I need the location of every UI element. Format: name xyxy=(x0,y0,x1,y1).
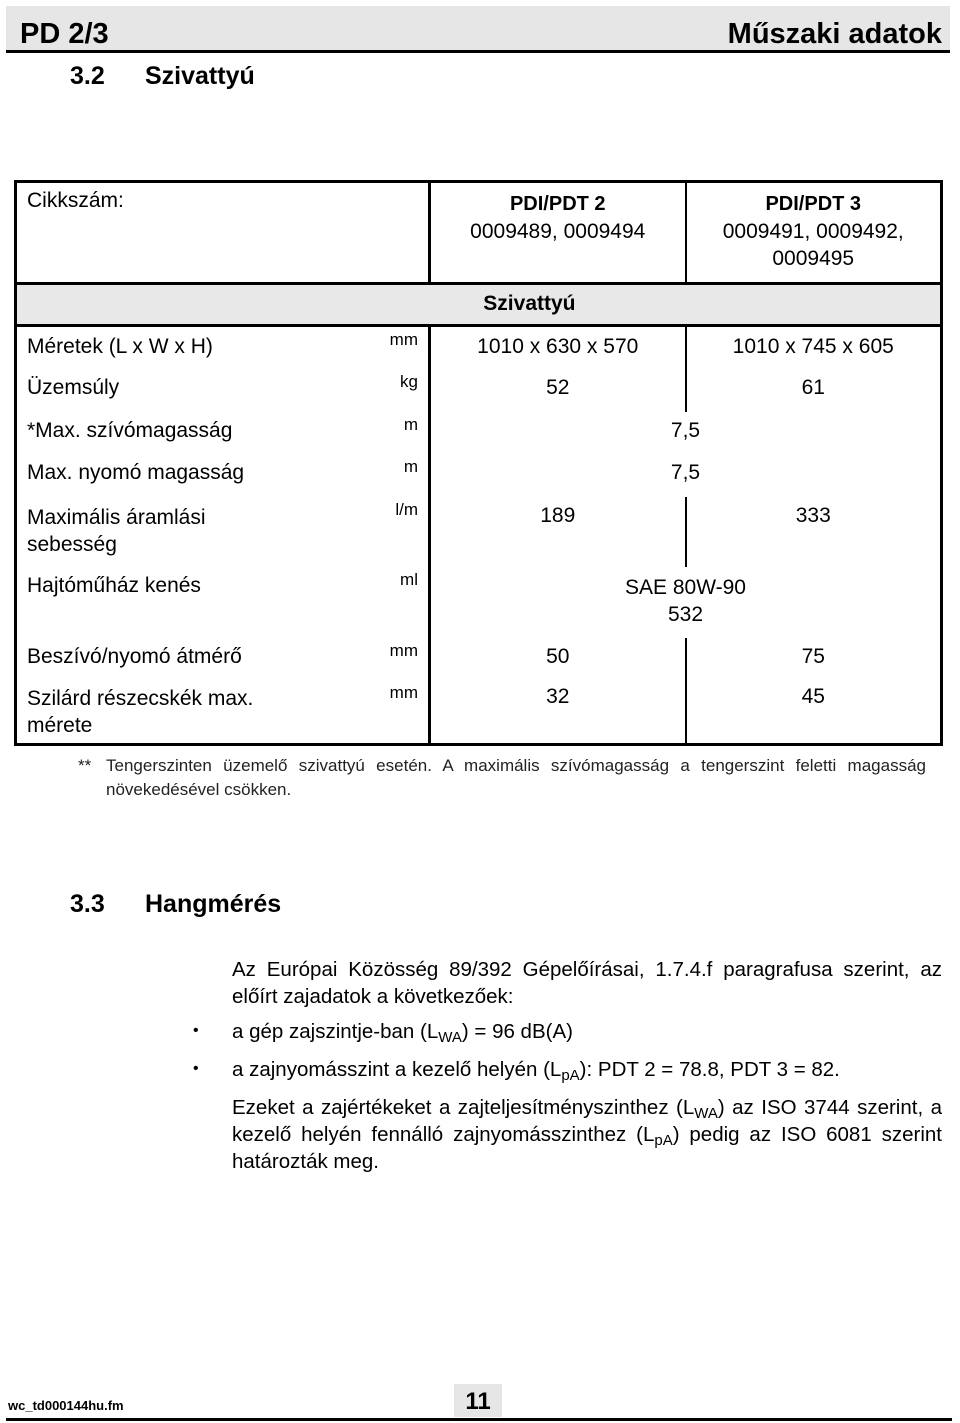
noise-bullet-1: a gép zajszintje-ban $(L_{WA}) = 96$ dB(A) xyxy=(232,1020,573,1046)
model-name: PDI/PDT 2 xyxy=(509,193,606,215)
row-value: 1010 x 745 x 605 xyxy=(686,326,942,369)
table-header-row xyxy=(16,182,942,284)
section-title: Szivattyú xyxy=(145,62,255,90)
row-value: 52 xyxy=(430,369,686,412)
row-value: 7,5 xyxy=(430,454,942,497)
row-unit: m xyxy=(403,414,418,434)
table-row xyxy=(16,454,942,497)
row-value: SAE 80W-90 532 xyxy=(430,567,942,638)
row-unit: l/m xyxy=(395,499,418,519)
section-3-2-title xyxy=(0,62,960,94)
row-unit: ml xyxy=(400,569,418,589)
noise-intro-paragraph: Az Európai Közösség 89/392 Gépelőírásai, 1.7.4.f paragrafusa szerint, az előírt zajadatok a következőek: xyxy=(232,958,942,1008)
table-row xyxy=(16,369,942,412)
subheader-row xyxy=(16,284,942,326)
table-row xyxy=(16,638,942,680)
row-value: 50 xyxy=(430,638,686,680)
article-number-label: Cikkszám: xyxy=(16,182,430,284)
section-number: 3.2 xyxy=(70,62,105,90)
footnote-text: Tengerszinten üzemelő szivattyú esetén. A maximális szívómagasság a tengerszint feletti magasság növekedésével csökken. xyxy=(106,756,926,799)
model-col-2 xyxy=(686,182,942,284)
row-unit: mm xyxy=(389,682,418,702)
row-label: Üzemsúly xyxy=(27,375,120,399)
table-row xyxy=(16,567,942,638)
model-codes: 0009489, 0009494 xyxy=(470,220,646,243)
row-label: Hajtóműház kenés xyxy=(27,573,201,597)
row-value: 75 xyxy=(686,638,942,680)
row-unit: kg xyxy=(400,371,418,391)
doc-code: PD 2/3 xyxy=(20,18,109,50)
row-value: 189 xyxy=(430,497,686,567)
row-value: 45 xyxy=(686,680,942,745)
row-label: Beszívó/nyomó átmérő xyxy=(27,644,242,668)
row-unit: m xyxy=(403,456,418,476)
model-codes: 0009491, 0009492, xyxy=(722,220,904,243)
header-bar xyxy=(6,6,950,53)
section-3-3-title xyxy=(0,890,960,922)
section-number: 3.3 xyxy=(70,890,105,918)
row-value: 61 xyxy=(686,369,942,412)
bullet-icon: • xyxy=(193,1022,199,1039)
model-col-1 xyxy=(430,182,686,284)
bullet-icon: • xyxy=(193,1060,199,1077)
footer-filename: wc_td000144hu.fm xyxy=(8,1398,124,1413)
model-name: PDI/PDT 3 xyxy=(765,193,862,215)
noise-standards-paragraph: Ezeket a zajértékeket a zajteljesítményszinthez $(L_{WA})$ az ISO 3744 szerint, a kezelő helyén fennálló zajnyomásszinthez $(L_{pA})$ pedig az ISO 6081 szerint határozták meg. xyxy=(232,1096,942,1173)
subheader-label: Szivattyú xyxy=(483,292,576,315)
section-heading: Műszaki adatok xyxy=(727,18,942,50)
row-unit: mm xyxy=(389,330,418,349)
table-row xyxy=(16,326,942,369)
row-value: 7,5 xyxy=(430,412,942,454)
table-row xyxy=(16,497,942,567)
footnote-marker: ** xyxy=(78,756,92,775)
pump-spec-table xyxy=(14,180,943,746)
row-label: *Max. szívómagasság xyxy=(27,418,233,442)
row-label: Max. nyomó magasság xyxy=(27,460,245,484)
section-title: Hangmérés xyxy=(145,890,282,918)
row-label: Maximális áramlási sebesség xyxy=(27,505,206,556)
row-value: 32 xyxy=(430,680,686,745)
model-codes: 0009495 xyxy=(772,247,855,270)
row-value: 1010 x 630 x 570 xyxy=(430,326,686,369)
row-value: 333 xyxy=(686,497,942,567)
row-label: Szilárd részecskék max. mérete xyxy=(27,686,254,737)
row-label: Méretek (L x W x H) xyxy=(27,335,213,358)
row-unit: mm xyxy=(389,640,418,660)
footer-divider xyxy=(6,1418,952,1421)
page-number: 11 xyxy=(454,1384,502,1417)
noise-bullet-2: a zajnyomásszint a kezelő helyén $(L_{pA})$: PDT 2 = 78.8, PDT 3 = 82. xyxy=(232,1058,840,1084)
table-row xyxy=(16,680,942,745)
table-row xyxy=(16,412,942,454)
